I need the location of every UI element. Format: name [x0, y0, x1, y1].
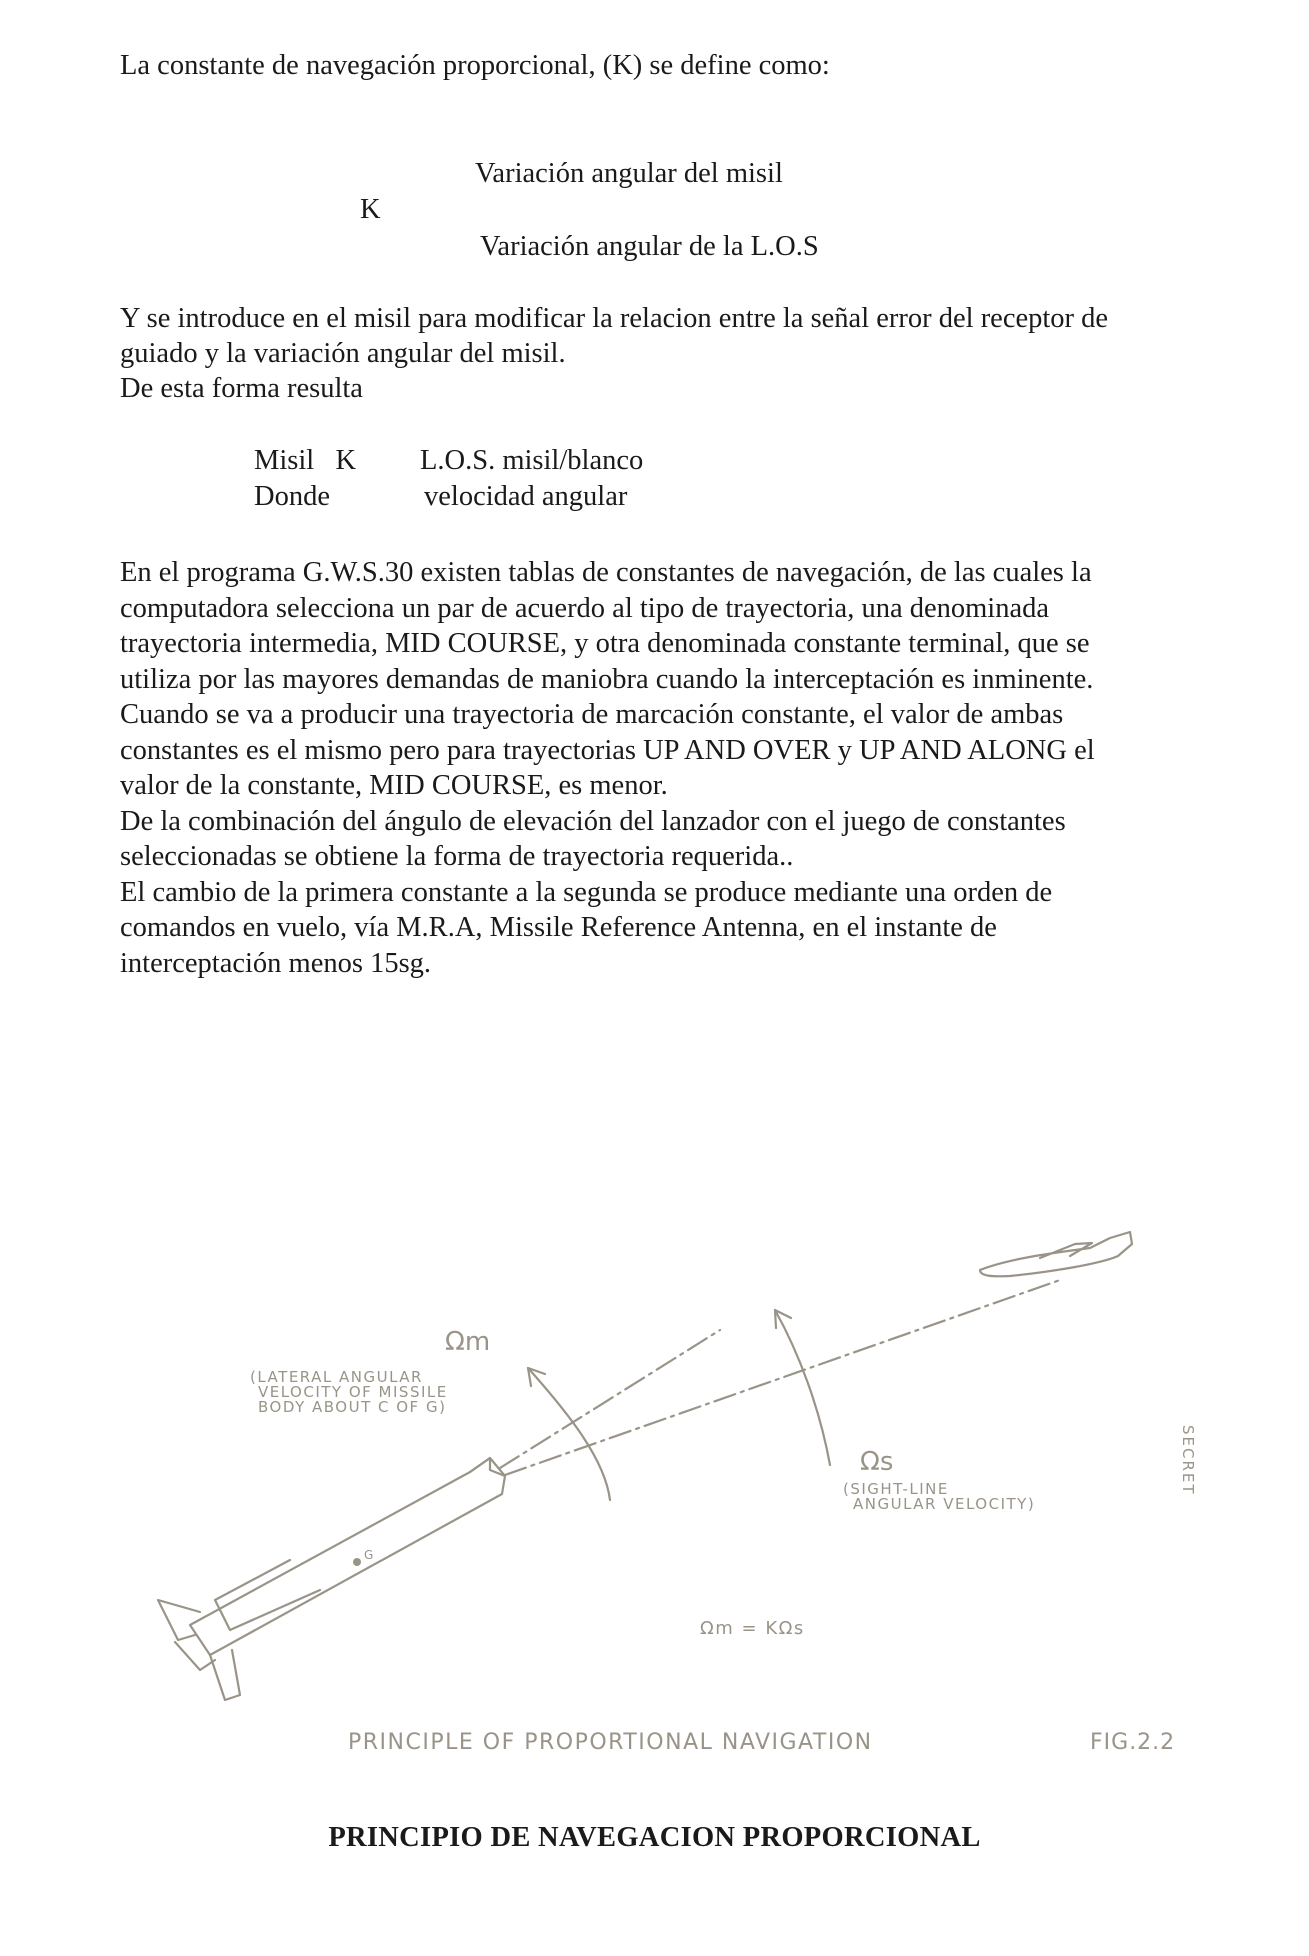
- paragraph-2: [120, 555, 1220, 981]
- omega-m-arc: [528, 1368, 610, 1500]
- aircraft-icon: [980, 1232, 1132, 1276]
- paragraph-1-line-2: guiado y la variación angular del misil.: [120, 338, 566, 369]
- relation-row2-left: Donde: [254, 481, 330, 512]
- omega-m-desc-1: (LATERAL ANGULAR: [250, 1368, 423, 1386]
- omega-m-desc-2: VELOCITY OF MISSILE: [258, 1383, 448, 1401]
- omega-m-label: Ωm: [445, 1327, 491, 1357]
- figure-equation: Ωm = KΩs: [700, 1618, 805, 1639]
- paragraph-1-line-3: De esta forma resulta: [120, 373, 363, 404]
- paragraph-2-line: valor de la constante, MID COURSE, es menor.: [120, 770, 668, 801]
- relation-row1-left: Misil K: [254, 445, 357, 476]
- omega-s-arc: [775, 1310, 830, 1465]
- missile-heading-line: [500, 1330, 720, 1468]
- paragraph-2-line: Cuando se va a producir una trayectoria de marcación constante, el valor de ambas: [120, 699, 1064, 730]
- formula-symbol-k: K: [360, 194, 381, 225]
- missile-wing: [215, 1560, 320, 1630]
- paragraph-2-line: interceptación menos 15sg.: [120, 947, 432, 979]
- paragraph-1-line-1: Y se introduce en el misil para modificar la relacion entre la señal error del receptor de: [120, 303, 1109, 334]
- figure-title: PRINCIPLE OF PROPORTIONAL NAVIGATION: [348, 1730, 873, 1755]
- paragraph-2-line: El cambio de la primera constante a la segunda se produce mediante una orden de: [120, 876, 1053, 908]
- secret-stamp: SECRET: [1179, 1425, 1197, 1496]
- formula-denominator: Variación angular de la L.O.S: [480, 231, 819, 262]
- missile-body: [190, 1458, 505, 1655]
- cg-label: G: [364, 1548, 374, 1562]
- paragraph-2-line: utiliza por las mayores demandas de maniobra cuando la interceptación es inminente.: [120, 663, 1094, 695]
- proportional-navigation-figure: [0, 1220, 1309, 1780]
- omega-s-label: Ωs: [860, 1447, 894, 1477]
- missile-tail-fin: [158, 1600, 240, 1700]
- figure-number: FIG.2.2: [1090, 1730, 1176, 1755]
- paragraph-2-line: comandos en vuelo, vía M.R.A, Missile Reference Antenna, en el instante de: [120, 912, 997, 943]
- omega-s-desc-1: (SIGHT-LINE: [843, 1480, 949, 1498]
- missile-fin-line: [175, 1642, 215, 1670]
- omega-m-desc-3: BODY ABOUT C OF G): [258, 1398, 447, 1416]
- paragraph-2-line: De la combinación del ángulo de elevación del lanzador con el juego de constantes: [120, 805, 1066, 837]
- paragraph-2-line: seleccionadas se obtiene la forma de trayectoria requerida..: [120, 841, 794, 872]
- omega-s-desc-2: ANGULAR VELOCITY): [853, 1495, 1036, 1513]
- intro-line: La constante de navegación proporcional, (K) se define como:: [120, 50, 830, 81]
- formula-numerator: Variación angular del misil: [475, 158, 783, 189]
- paragraph-2-line: trayectoria intermedia, MID COURSE, y otra denominada constante terminal, que se: [120, 628, 1090, 659]
- paragraph-2-line: En el programa G.W.S.30 existen tablas de constantes de navegación, de las cuales la: [120, 557, 1092, 588]
- paragraph-2-line: constantes es el mismo pero para trayectorias UP AND OVER y UP AND ALONG el: [120, 734, 1095, 766]
- figure-caption: PRINCIPIO DE NAVEGACION PROPORCIONAL: [328, 1822, 981, 1853]
- relation-row2-right: velocidad angular: [424, 481, 628, 512]
- paragraph-2-line: computadora selecciona un par de acuerdo al tipo de trayectoria, una denominada: [120, 592, 1050, 624]
- relation-row1-right: L.O.S. misil/blanco: [420, 445, 644, 476]
- center-of-gravity-dot: [353, 1558, 361, 1566]
